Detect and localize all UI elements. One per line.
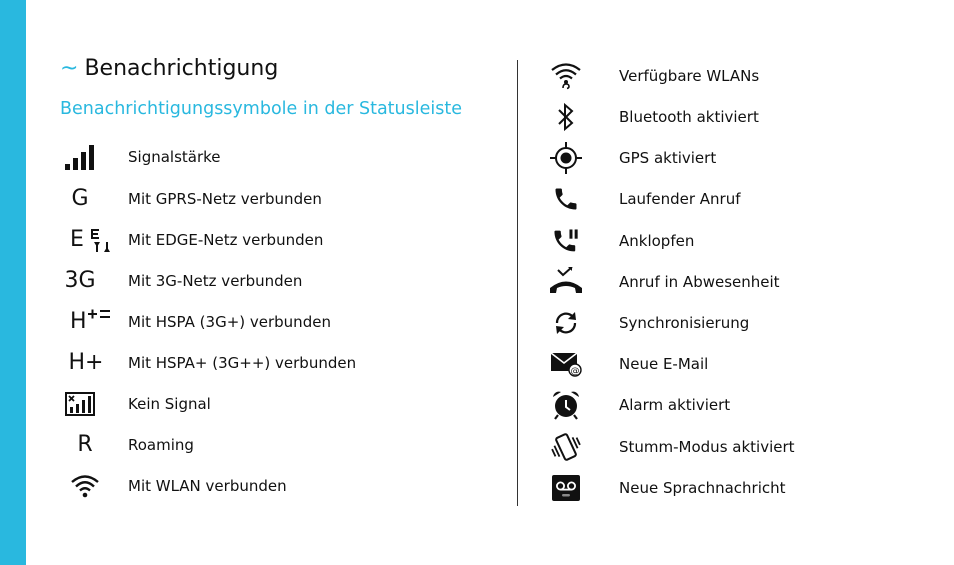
section-subtitle: Benachrichtigungssymbole in der Statusleiste [60, 99, 462, 119]
list-item-label: Mit HSPA+ (3G++) verbunden [128, 354, 357, 372]
list-item [546, 102, 936, 132]
sync-icon [546, 308, 586, 338]
missed-call-icon [546, 267, 586, 297]
title-text: Benachrichtigung [84, 56, 279, 81]
list-item [546, 226, 936, 256]
gps-icon [546, 143, 586, 173]
list-item [60, 389, 500, 419]
list-item-label: Mit WLAN verbunden [128, 477, 287, 495]
hspa-icon [60, 307, 128, 337]
alarm-icon [546, 390, 586, 420]
voicemail-icon [546, 473, 586, 503]
list-item [60, 266, 500, 296]
roaming-glyph: R [77, 432, 93, 457]
page-title [60, 56, 278, 81]
list-item-label: Alarm aktiviert [619, 396, 731, 414]
list-item [546, 308, 936, 338]
list-item [546, 184, 936, 214]
list-item [546, 432, 936, 462]
title-prefix: ~ [60, 56, 79, 81]
hspa-glyph: H [70, 309, 87, 334]
list-item-label: Anruf in Abwesenheit [619, 273, 780, 291]
wifi-icon [60, 471, 110, 501]
vibrate-icon [546, 432, 586, 462]
list-item-label: Mit 3G-Netz verbunden [128, 272, 303, 290]
3g-icon [60, 266, 100, 296]
list-item [546, 143, 936, 173]
column-divider [517, 60, 518, 506]
gprs-glyph: G [71, 186, 89, 211]
bluetooth-icon [546, 102, 586, 132]
list-item [546, 473, 936, 503]
list-item-label: GPS aktiviert [619, 149, 717, 167]
call-icon [546, 184, 586, 214]
list-item [60, 471, 500, 501]
list-item-label: Stumm-Modus aktiviert [619, 438, 795, 456]
list-item [60, 184, 500, 214]
list-item [546, 349, 936, 379]
edge-glyph: E [70, 227, 84, 252]
no-signal-icon [60, 389, 100, 419]
new-email-icon [546, 349, 586, 379]
list-item [546, 267, 936, 297]
hspa-data-arrows-icon [87, 305, 113, 325]
wifi-available-icon [546, 61, 586, 91]
edge-data-arrows-icon [90, 226, 116, 254]
list-item-label: Bluetooth aktiviert [619, 108, 759, 126]
list-item-label: Neue E-Mail [619, 355, 709, 373]
list-item [546, 61, 936, 91]
accent-sidebar [0, 0, 26, 565]
list-item-label: Neue Sprachnachricht [619, 479, 786, 497]
gprs-icon [60, 184, 100, 214]
hspa-plus-icon [60, 348, 112, 378]
list-item-label: Mit EDGE-Netz verbunden [128, 231, 324, 249]
list-item-label: Anklopfen [619, 232, 695, 250]
list-item [546, 390, 936, 420]
call-waiting-icon [546, 226, 586, 256]
list-item-label: Synchronisierung [619, 314, 750, 332]
signal-strength-icon [60, 142, 100, 172]
list-item-label: Signalstärke [128, 148, 221, 166]
list-item-label: Verfügbare WLANs [619, 67, 760, 85]
list-item-label: Kein Signal [128, 395, 211, 413]
roaming-icon [60, 430, 110, 460]
3g-glyph: 3G [64, 268, 96, 293]
list-item [60, 142, 500, 172]
list-item-label: Roaming [128, 436, 194, 454]
hspa-plus-glyph: H+ [68, 350, 104, 375]
list-item [60, 307, 500, 337]
list-item-label: Laufender Anruf [619, 190, 741, 208]
edge-icon [60, 225, 132, 255]
list-item [60, 225, 500, 255]
list-item-label: Mit HSPA (3G+) verbunden [128, 313, 331, 331]
list-item-label: Mit GPRS-Netz verbunden [128, 190, 322, 208]
list-item [60, 348, 500, 378]
svg-text:@: @ [570, 366, 580, 377]
list-item [60, 430, 500, 460]
